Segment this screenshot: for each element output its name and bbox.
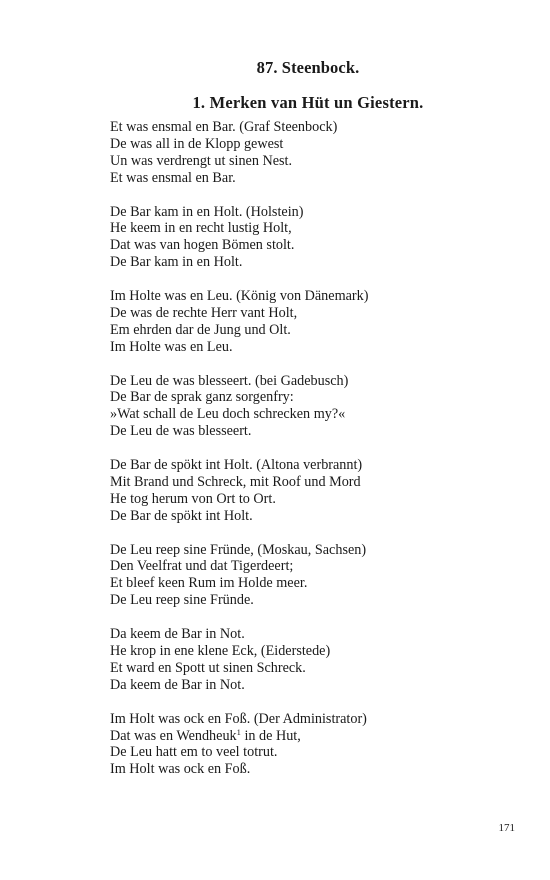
poem-line: De Bar kam in en Holt. (Holstein)	[110, 203, 304, 220]
stanza	[110, 204, 530, 272]
poem-line: Im Holt was ock en Foß. (Der Administrator)	[110, 710, 367, 727]
poem-line: De Leu de was blesseert.	[110, 423, 252, 440]
poem-line: Im Holte was en Leu.	[110, 338, 233, 355]
poem-line: De Leu reep sine Fründe, (Moskau, Sachsen)	[110, 541, 367, 558]
stanza	[110, 373, 530, 441]
poem-line: »Wat schall de Leu doch schrecken my?«	[110, 406, 346, 423]
poem	[110, 119, 530, 795]
poem-line: Em ehrden dar de Jung und Olt.	[110, 321, 291, 338]
chapter-title: 87. Steenbock.	[256, 58, 360, 77]
poem-line: Mit Brand und Schreck, mit Roof und Mord	[110, 473, 361, 490]
poem-line: Un was verdrengt ut sinen Nest.	[110, 152, 293, 169]
stanza	[110, 542, 530, 610]
poem-line: He tog herum von Ort to Ort.	[110, 490, 276, 507]
section-title: 1. Merken van Hüt un Giestern.	[192, 93, 424, 112]
line-text: Dat was en Wendheuk	[110, 727, 237, 744]
line-text: in de Hut,	[240, 727, 301, 744]
poem-line: De Leu hatt em to veel totrut.	[110, 744, 278, 761]
poem-line-with-footnote	[110, 728, 530, 745]
poem-line: Da keem de Bar in Not.	[110, 626, 245, 643]
poem-line: Dat was van hogen Bömen stolt.	[110, 237, 295, 254]
poem-line: Et bleef keen Rum im Holde meer.	[110, 575, 308, 592]
page-number: 171	[498, 822, 515, 834]
stanza	[110, 711, 530, 779]
poem-line: He krop in ene klene Eck, (Eiderstede)	[110, 643, 331, 659]
poem-line: He keem in en recht lustig Holt,	[110, 220, 292, 237]
poem-line: Da keem de Bar in Not.	[110, 676, 245, 693]
stanza	[110, 457, 530, 525]
poem-line: Den Veelfrat und dat Tigerdeert;	[110, 558, 294, 575]
poem-line: Et was ensmal en Bar.	[110, 169, 236, 186]
poem-line: De Bar kam in en Holt.	[110, 254, 243, 271]
poem-line: Et was ensmal en Bar. (Graf Steenbock)	[110, 119, 338, 135]
poem-line: De Bar de spökt int Holt. (Altona verbrannt)	[110, 457, 363, 474]
stanza	[110, 626, 530, 694]
poem-line: De Bar de spökt int Holt.	[110, 507, 253, 524]
poem-line: De was all in de Klopp gewest	[110, 135, 284, 152]
poem-line: Im Holt was ock en Foß.	[110, 761, 251, 778]
poem-line: De Leu de was blesseert. (bei Gadebusch)	[110, 372, 349, 389]
poem-line: De Leu reep sine Fründe.	[110, 592, 254, 609]
stanza	[110, 119, 530, 187]
poem-line: De Bar de sprak ganz sorgenfry:	[110, 389, 294, 406]
poem-line: Im Holte was en Leu. (König von Dänemark)	[110, 288, 369, 305]
poem-line: De was de rechte Herr vant Holt,	[110, 304, 298, 321]
footnote-marker[interactable]: 1	[236, 726, 241, 737]
poem-line: Et ward en Spott ut sinen Schreck.	[110, 659, 306, 676]
stanza	[110, 288, 530, 356]
